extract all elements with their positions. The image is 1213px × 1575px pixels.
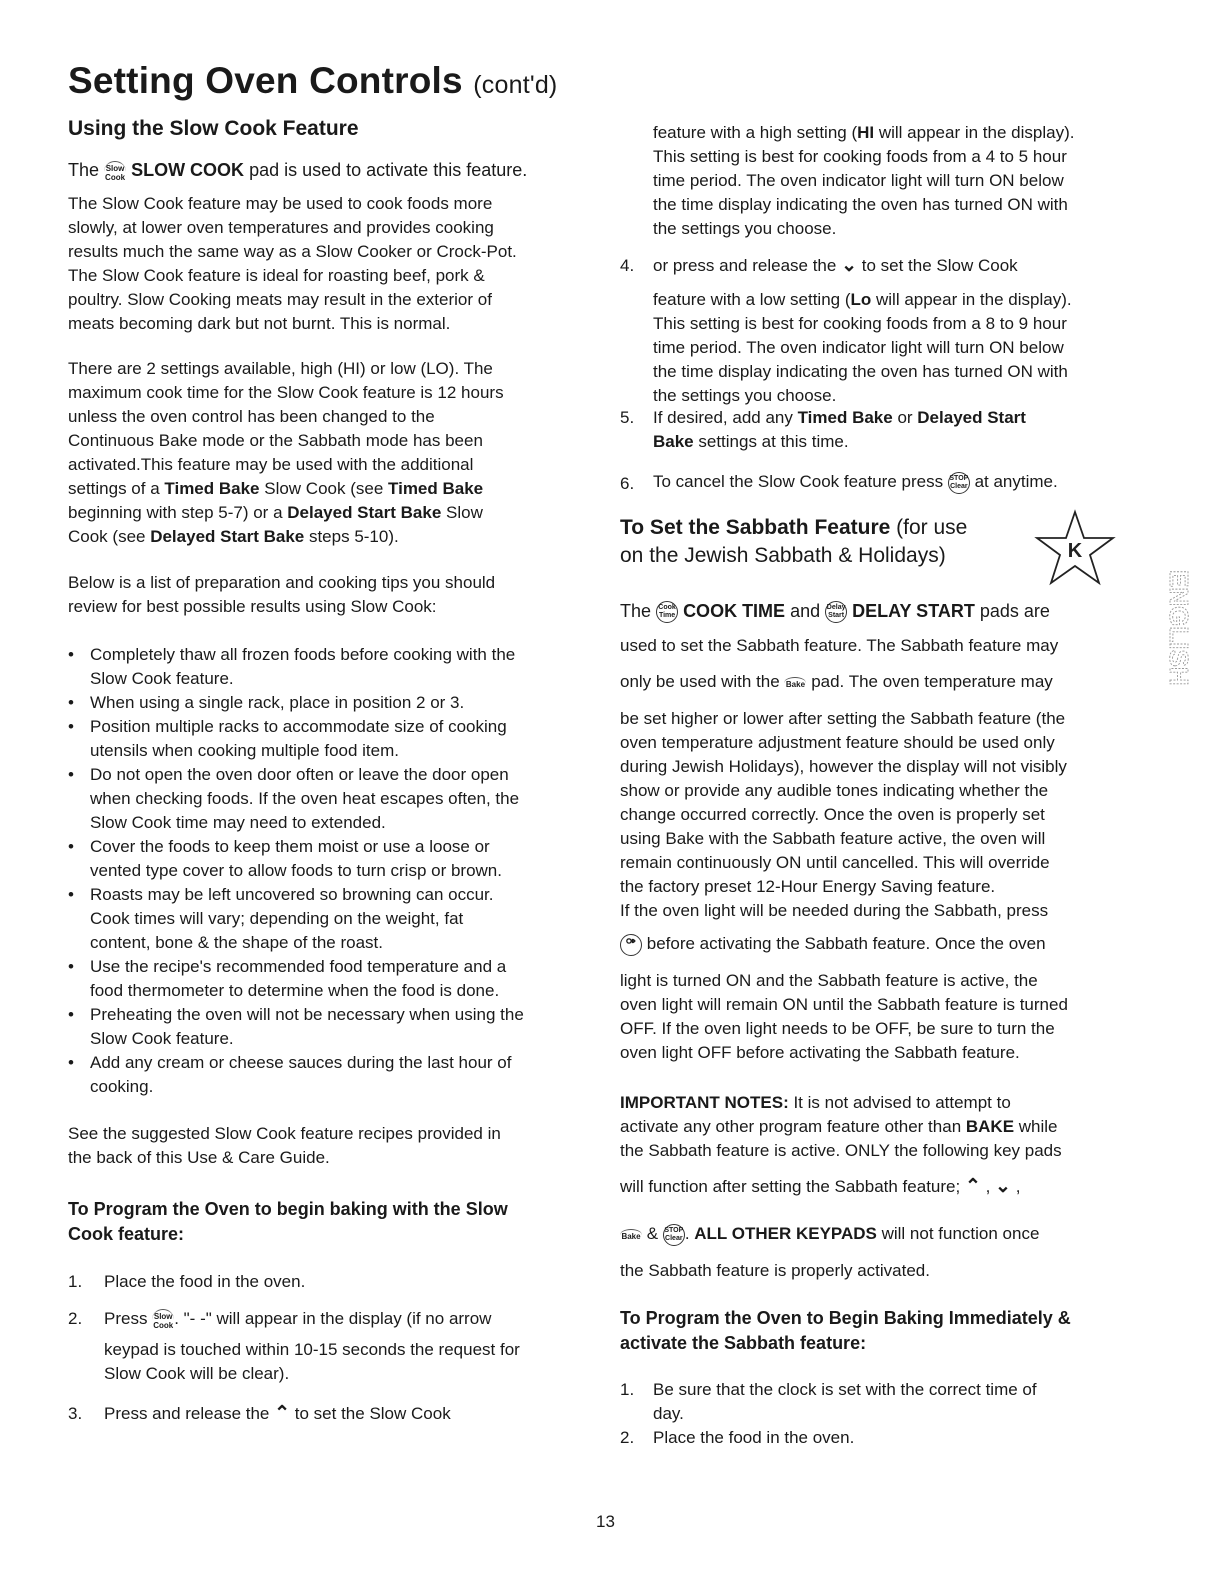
- bullet-icon: •: [68, 693, 74, 712]
- important-notes: IMPORTANT NOTES: It is not advised to attempt to activate any other program feature other than BAKE while the Sabbath feature is active. ONLY the following key pads: [620, 1093, 1062, 1160]
- tip-text: Completely thaw all frozen foods before cooking with the Slow Cook feature.: [90, 645, 516, 688]
- bullet-icon: •: [68, 837, 74, 856]
- step-1-text: Place the food in the oven.: [104, 1272, 306, 1291]
- tip-text: Position multiple racks to accommodate size of cooking utensils when cooking multiple food item.: [90, 717, 507, 760]
- tip-text: Do not open the oven door often or leave the door open when checking foods. If the oven heat escapes often, the Slow Cook time may need to extended.: [90, 765, 520, 832]
- sabbath-para-2-rest: light is turned ON and the Sabbath feature is active, the oven light will remain ON until the Sabbath feature is turned OFF. If the oven light needs to be OFF, be sure to turn the oven light OFF before activating the Sabbath feature.: [620, 971, 1068, 1062]
- step-1-number: 1.: [68, 1272, 83, 1291]
- sab-step-1-number: 1.: [620, 1380, 635, 1399]
- slow-cook-pad-icon: Slow Cook: [104, 161, 126, 182]
- step-3-text: Press and release the ⌃ to set the Slow Cook: [104, 1403, 451, 1424]
- tip-text: Use the recipe's recommended food temperature and a food thermometer to determine when the food is done.: [90, 957, 507, 1000]
- important-notes-l5: Bake & STOP Clear . ALL OTHER KEYPADS will not function once: [620, 1222, 1155, 1246]
- tip-text: Roasts may be left uncovered so browning can occur. Cook times will vary; depending on the weight, fat content, bone & the shape of the roast.: [90, 885, 494, 952]
- sabbath-para-1-l2: used to set the Sabbath feature. The Sabbath feature may: [620, 636, 1059, 655]
- step-5-number: 5.: [620, 408, 635, 427]
- step-4-text: or press and release the ⌄ to set the Slow Cook feature with a low setting (Lo will appear in the display). This setting is best for cooking foods from a 8 to 9 hour time period. The oven indicator light will turn ON below the time display indicating the oven has turned ON with the settings you choose.: [653, 255, 1072, 405]
- slow-cook-para-4: See the suggested Slow Cook feature recipes provided in the back of this Use & Care Guide.: [68, 1124, 501, 1167]
- step-5-text: If desired, add any Timed Bake or Delayed Start Bake settings at this time.: [653, 408, 1026, 451]
- slow-cook-heading: Using the Slow Cook Feature: [68, 117, 359, 140]
- bullet-icon: •: [68, 885, 74, 904]
- important-notes-keys: will function after setting the Sabbath feature; ⌃ , ⌄ ,: [620, 1176, 1021, 1197]
- sabbath-heading: To Set the Sabbath Feature (for use on the Jewish Sabbath & Holidays): [620, 516, 968, 567]
- title-main: Setting Oven Controls: [68, 60, 463, 101]
- sabbath-para-1-l3: only be used with the Bake pad. The oven temperature may: [620, 672, 1053, 691]
- sabbath-para-1-rest: be set higher or lower after setting the Sabbath feature (the oven temperature adjustment feature should be used only during Jewish Holidays), however the display will not visibly show or provide any audible tones indicating whether the change occurred correctly. Once the oven is properly set using Bake with the Sabbath feature active, the oven will remain continuously ON until cancelled. This will override the factory preset 12-Hour Energy Saving feature. If the oven light will be needed during the Sabbath, press: [620, 709, 1067, 920]
- step-2-number: 2.: [68, 1309, 83, 1328]
- step-3-continued: feature with a high setting (HI will appear in the display). This setting is best for cooking foods from a 4 to 5 hour time period. The oven indicator light will turn ON below the time display indicating the oven has turned ON with the settings you choose.: [653, 123, 1075, 238]
- bake-pad-icon: Bake: [784, 677, 806, 689]
- tip-text: Cover the foods to keep them moist or use a loose or vented type cover to allow foods to turn crisp or brown.: [90, 837, 502, 880]
- bullet-icon: •: [68, 957, 74, 976]
- slow-cook-para-1: The Slow Cook feature may be used to cook foods more slowly, at lower oven temperatures and provides cooking results much the same way as a Slow Cooker or Crock-Pot. The Slow Cook feature is ideal for roasting beef, pork & poultry. Slow Cooking meats may result in the exterior of meats becoming dark but not burnt. This is normal.: [68, 194, 517, 333]
- bullet-icon: •: [68, 645, 74, 664]
- bullet-icon: •: [68, 717, 74, 736]
- bullet-icon: •: [68, 765, 74, 784]
- tip-text: When using a single rack, place in position 2 or 3.: [90, 693, 465, 712]
- sabbath-para-1-first: The Cook Time COOK TIME and Delay Start DELAY START pads are: [620, 598, 1150, 624]
- up-arrow-icon: ⌃: [964, 1176, 981, 1197]
- bullet-icon: •: [68, 1005, 74, 1024]
- sab-step-2-number: 2.: [620, 1428, 635, 1447]
- step-6-text: To cancel the Slow Cook feature press STOP Clear at anytime.: [653, 470, 1153, 494]
- title-cont: (cont'd): [473, 71, 558, 99]
- page-number: 13: [596, 1512, 615, 1531]
- step-2-text: Press Slow Cook. "- -" will appear in the display (if no arrow keypad is touched within 10-15 seconds the request for Slow Cook will be clear).: [104, 1309, 520, 1383]
- up-arrow-icon: ⌃: [274, 1403, 291, 1424]
- bullet-icon: •: [68, 1053, 74, 1072]
- tip-text: Add any cream or cheese sauces during the last hour of cooking.: [90, 1053, 512, 1096]
- slow-cook-intro: The Slow Cook SLOW COOK pad is used to activate this feature.: [68, 160, 528, 182]
- stop-clear-icon: STOP Clear: [948, 472, 970, 494]
- english-side-tab: [1150, 560, 1194, 710]
- step-6-number: 6.: [620, 474, 635, 493]
- down-arrow-icon: ⌄: [995, 1176, 1011, 1197]
- delay-start-icon: Delay Start: [825, 601, 847, 623]
- program-sabbath-heading: To Program the Oven to Begin Baking Immediately & activate the Sabbath feature:: [620, 1308, 1071, 1353]
- important-notes-l6: the Sabbath feature is properly activated.: [620, 1261, 930, 1280]
- sab-step-1-text: Be sure that the clock is set with the correct time of day.: [653, 1380, 1037, 1423]
- cook-time-icon: Cook Time: [656, 601, 678, 623]
- program-slow-cook-heading: To Program the Oven to begin baking with the Slow Cook feature:: [68, 1199, 508, 1244]
- slow-cook-para-3: Below is a list of preparation and cooking tips you should review for best possible results using Slow Cook:: [68, 573, 496, 616]
- bake-pad-icon: Bake: [620, 1229, 642, 1241]
- kosher-star-icon: [1035, 510, 1115, 586]
- light-bulb-icon: ⚩: [620, 934, 642, 956]
- tip-text: Preheating the oven will not be necessary when using the Slow Cook feature.: [90, 1005, 524, 1048]
- star-letter: K: [1067, 540, 1083, 562]
- stop-clear-icon: STOP Clear: [663, 1224, 685, 1246]
- step-4-number: 4.: [620, 256, 635, 275]
- sabbath-para-2-l1: ⚩ before activating the Sabbath feature. Once the oven: [620, 932, 1155, 956]
- slow-cook-pad-icon: Slow Cook: [152, 1309, 174, 1330]
- slow-cook-para-2: There are 2 settings available, high (HI) or low (LO). The maximum cook time for the Slow Cook feature is 12 hours unless the oven control has been changed to the Continuous Bake mode or the Sabbath mode has been activated.This feature may be used with the additional settings of a Timed Bake Slow Cook (see Timed Bake beginning with step 5-7) or a Delayed Start Bake Slow Cook (see Delayed Start Bake steps 5-10).: [68, 359, 504, 546]
- step-3-number: 3.: [68, 1404, 83, 1423]
- sab-step-2-text: Place the food in the oven.: [653, 1428, 855, 1447]
- page-title: [68, 60, 557, 102]
- side-tab-text: ENGLISH: [1164, 570, 1194, 686]
- down-arrow-icon: ⌄: [841, 255, 857, 276]
